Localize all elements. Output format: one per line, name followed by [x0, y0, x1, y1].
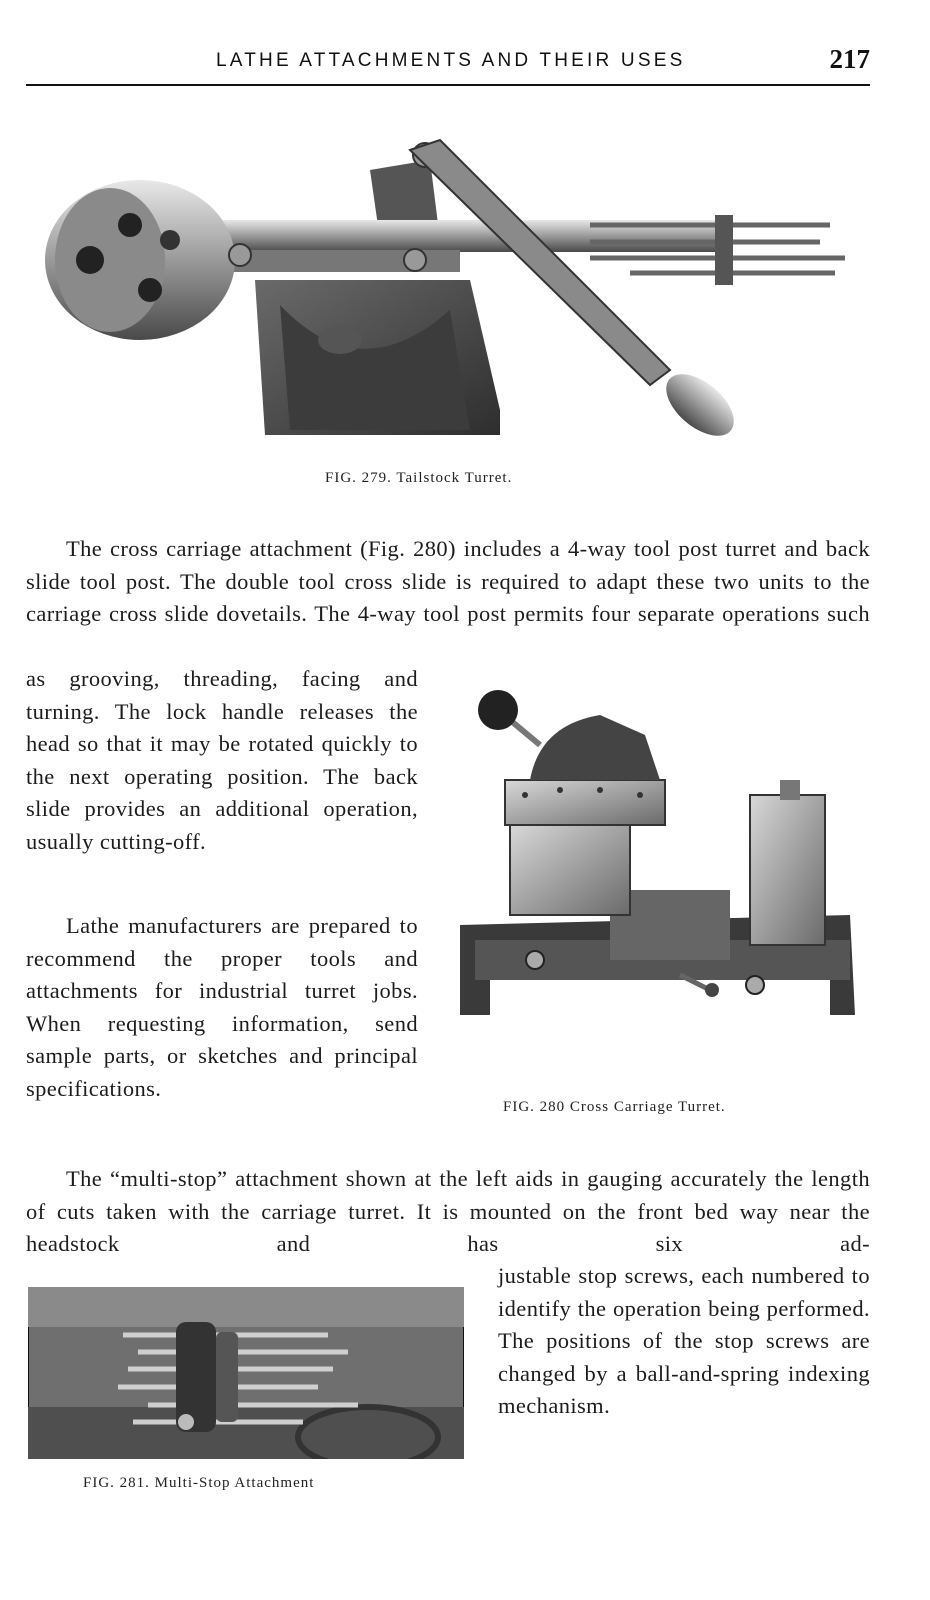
fig279-caption: FIG. 279. Tailstock Turret.	[325, 470, 513, 486]
paragraph-text: The “multi-stop” attachment shown at the left aids in gauging accurately the length of cuts taken with the carriage turret. It is mounted on the front bed way near the headstock and has six ad-	[26, 1166, 870, 1256]
paragraph-cross-carriage-intro	[26, 533, 870, 631]
paragraph-cross-carriage-details	[26, 663, 418, 858]
fig281-caption: FIG. 281. Multi-Stop Attachment	[83, 1475, 315, 1491]
paragraph-manufacturers	[26, 910, 418, 1105]
tailstock-turret-image	[30, 130, 860, 450]
multi-stop-attachment-image	[28, 1287, 464, 1459]
paragraph-text: as grooving, threading, facing and turning. The lock handle releases the head so that it may be rotated quickly to the next operating position. The back slide provides an additional operation, usually cutting-off.	[26, 666, 418, 854]
paragraph-multi-stop-intro	[26, 1163, 870, 1261]
page-number: 217	[829, 44, 870, 74]
running-head: LATHE ATTACHMENTS AND THEIR USES	[216, 50, 686, 71]
page-header	[26, 38, 870, 86]
cross-carriage-turret-image	[450, 685, 870, 1090]
paragraph-text: The cross carriage attachment (Fig. 280) includes a 4-way tool post turret and back slide tool post. The double tool cross slide is required to adapt these two units to the carriage cross slide dovetails. The 4-way tool post permits four separate operations such	[26, 536, 870, 626]
paragraph-text: Lathe manufacturers are prepared to recommend the proper tools and attachments for industrial turret jobs. When requesting information, send sample parts, or sketches and principal specifications.	[26, 913, 418, 1101]
paragraph-text: justable stop screws, each numbered to identify the operation being performed. The positions of the stop screws are changed by a ball-and-spring indexing mechanism.	[498, 1263, 870, 1418]
fig280-caption: FIG. 280 Cross Carriage Turret.	[503, 1099, 726, 1115]
paragraph-multi-stop-details	[498, 1260, 870, 1423]
